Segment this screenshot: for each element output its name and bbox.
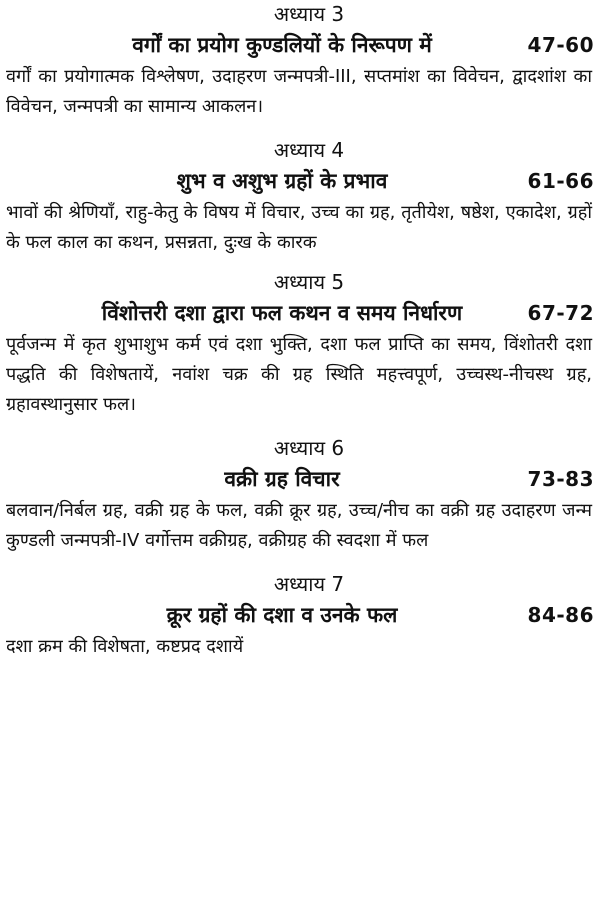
chapter-title: क्रूर ग्रहों की दशा व उनके फल xyxy=(166,603,398,627)
chapter-6 xyxy=(6,434,594,556)
chapter-heading: अध्याय 6 xyxy=(273,436,345,460)
chapter-3 xyxy=(6,0,594,122)
chapter-description: पूर्वजन्म में कृत शुभाशुभ कर्म एवं दशा भुक्ति, दशा फल प्राप्ति का समय, विंशोतरी दशा पद्धति की विशेषतायें, नवांश चक्र की ग्रह स्थिति महत्त्वपूर्ण, उच्चस्थ-नीचस्थ ग्रह, ग्रहावस्थानुसार फल। xyxy=(6,334,592,415)
chapter-title-row xyxy=(6,296,594,330)
chapter-title-row xyxy=(6,28,594,62)
chapter-description: बलवान/निर्बल ग्रह, वक्री ग्रह के फल, वक्री क्रूर ग्रह, उच्च/नीच का वक्री ग्रह उदाहरण जन्म कुण्डली जन्मपत्री-IV वर्गोत्तम वक्रीग्रह, वक्रीग्रह की स्वदशा में फल xyxy=(6,500,592,551)
chapter-description: वर्गों का प्रयोगात्मक विश्लेषण, उदाहरण जन्मपत्री-III, सप्तमांश का विवेचन, द्वादशांश का विवेचन, जन्मपत्री का सामान्य आकलन। xyxy=(6,66,592,117)
chapter-description: भावों की श्रेणियाँ, राहु-केतु के विषय में विचार, उच्च का ग्रह, तृतीयेश, षष्ठेश, एकादेश, ग्रहों के फल काल का कथन, प्रसन्नता, दुःख के कारक xyxy=(6,202,592,253)
chapter-4 xyxy=(6,136,594,258)
chapter-heading: अध्याय 4 xyxy=(273,138,345,162)
page-range: 73-83 xyxy=(527,467,594,491)
chapter-title-row xyxy=(6,164,594,198)
chapter-heading: अध्याय 5 xyxy=(273,270,345,294)
chapter-7 xyxy=(6,570,594,662)
chapter-title: विंशोत्तरी दशा द्वारा फल कथन व समय निर्धारण xyxy=(101,301,463,325)
chapter-title: वर्गों का प्रयोग कुण्डलियों के निरूपण में xyxy=(132,33,432,57)
chapter-title: शुभ व अशुभ ग्रहों के प्रभाव xyxy=(176,169,388,193)
page-range: 67-72 xyxy=(527,301,594,325)
page-range: 61-66 xyxy=(527,169,594,193)
chapter-5 xyxy=(6,268,594,420)
chapter-description: दशा क्रम की विशेषता, कष्टप्रद दशायें xyxy=(6,636,244,657)
page-range: 84-86 xyxy=(527,603,594,627)
chapter-heading: अध्याय 3 xyxy=(273,2,345,26)
chapter-title-row xyxy=(6,462,594,496)
chapter-title-row xyxy=(6,598,594,632)
page-range: 47-60 xyxy=(527,33,594,57)
chapter-title: वक्री ग्रह विचार xyxy=(224,467,340,491)
chapter-heading: अध्याय 7 xyxy=(273,572,345,596)
